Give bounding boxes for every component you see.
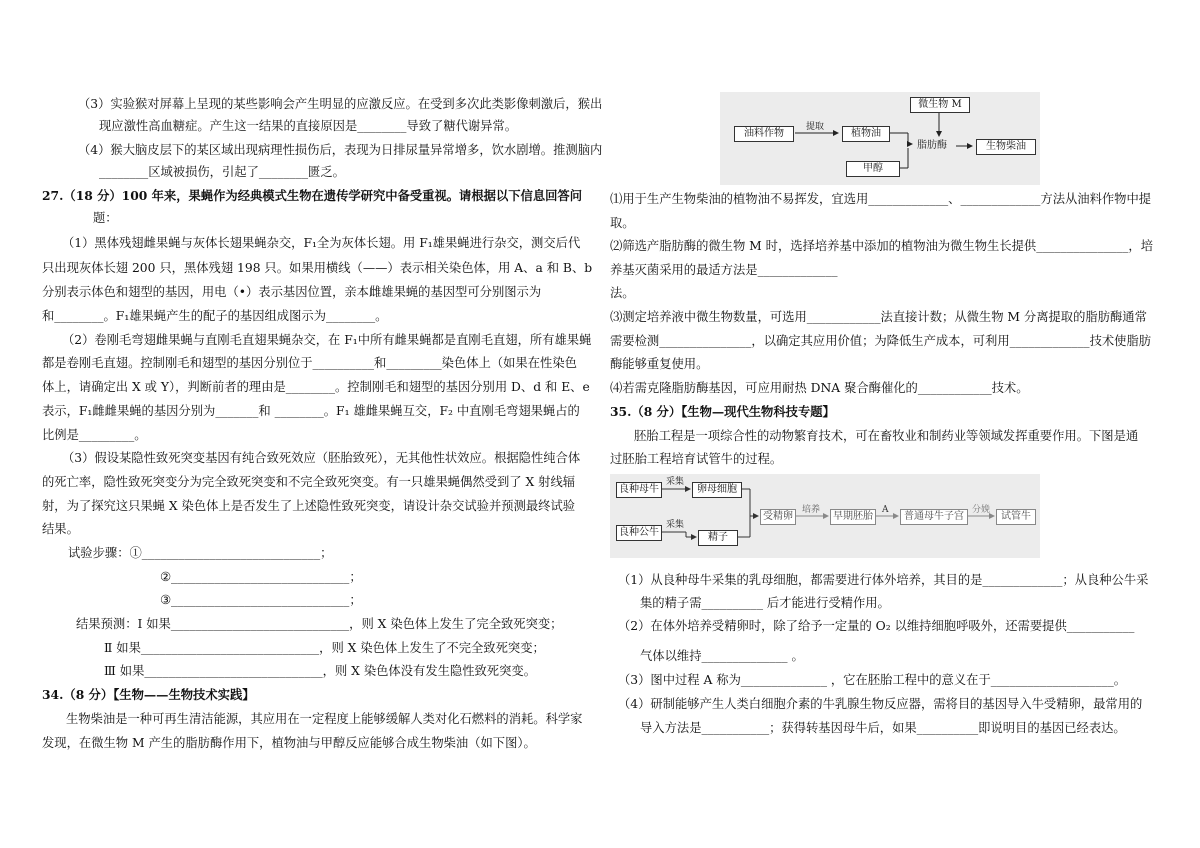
q27-heading-cont: 题： <box>93 211 118 225</box>
culture-label: 培养 <box>802 505 821 515</box>
q34-3-line2: 需要检测_______________，以确定其应用价值；为降低生产成本，可利用_____________技术使脂肪 <box>610 334 1152 348</box>
q34-1-line2: 取。 <box>610 216 635 230</box>
q27-1-line4: 和________。F₁雄果蝇产生的配子的基因组成图示为________。 <box>42 309 388 323</box>
q34-heading: 34.（8 分）【生物——生物技术实践】 <box>42 687 255 702</box>
surrogate-uterus-box: 普通母牛子宫 <box>900 509 968 525</box>
biodiesel-box: 生物柴油 <box>976 139 1036 155</box>
sperm-box: 精子 <box>698 530 738 546</box>
q34-3-line3: 酶能够重复使用。 <box>610 357 709 371</box>
q35-2-line1: （2）在体外培养受精卵时，除了给予一定量的 O₂ 以维持细胞呼吸外，还需要提供___________ <box>618 619 1135 633</box>
q27-3-line4: 结果。 <box>42 522 79 536</box>
oocyte-box: 卵母细胞 <box>692 482 742 498</box>
zygote-box: 受精卵 <box>760 509 796 525</box>
q34-2-line2: 养基灭菌采用的最适方法是_____________ <box>610 263 838 277</box>
q26-3-line2: 现应激性高血糖症。产生这一结果的直接原因是________导致了糖代谢异常。 <box>99 119 518 133</box>
q27-3-line2: 的死亡率，隐性致死突变分为完全致死突变和不完全致死突变。有一只雄果蝇偶然受到了 X 射线辐 <box>42 475 576 489</box>
q35-2-line2: 气体以维持______________ 。 <box>640 649 804 663</box>
q34-intro-line2: 发现，在微生物 M 产生的脂肪酶作用下，植物油与甲醇反应能够合成生物柴油（如下图）。 <box>42 736 536 750</box>
elite-bull-box: 良种公牛 <box>616 525 662 541</box>
q34-1-line1: ⑴用于生产生物柴油的植物油不易挥发，宜选用_____________、_____________方法从油料作物中提 <box>610 192 1152 206</box>
plant-oil-box: 植物油 <box>842 126 890 142</box>
q26-4-line1: （4）猴大脑皮层下的某区域出现病理性损伤后，表现为日排尿量异常增多，饮水剧增。推测脑内 <box>78 143 603 157</box>
q34-4-line1: ⑷若需克隆脂肪酶基因，可应用耐热 DNA 聚合酶催化的____________技术。 <box>610 381 1029 395</box>
lipase-label: 脂肪酶 <box>917 140 947 151</box>
result-prediction-2: Ⅱ 如果_____________________________，则 X 染色体上发生了不完全致死突变； <box>104 641 545 655</box>
result-prediction-1: 结果预测：Ⅰ 如果_____________________________，则 X 染色体上发生了完全致死突变； <box>76 617 563 631</box>
q35-heading: 35.（8 分）【生物—现代生物科技专题】 <box>610 404 835 419</box>
q27-2-line5: 比例是_________。 <box>42 428 147 442</box>
q35-4-line2: 导入方法是___________；获得转基因母牛后，如果__________即说明目的基因已经表达。 <box>640 721 1126 735</box>
q35-intro-line2: 过胚胎工程培育试管牛的过程。 <box>610 452 783 466</box>
q27-3-line1: （3）假设某隐性致死突变基因有纯合致死效应（胚胎致死），无其他性状效应。根据隐性纯合体 <box>62 451 581 465</box>
biodiesel-flow-diagram <box>720 92 1040 185</box>
q26-3-line1: （3）实验猴对屏幕上呈现的某些影响会产生明显的应激反应。在受到多次此类影像刺激后，猴出 <box>78 97 603 111</box>
q26-4-line2: ________区域被损伤，引起了________匮乏。 <box>99 165 345 179</box>
result-prediction-3: Ⅲ 如果_____________________________，则 X 染色体没有发生隐性致死突变。 <box>104 664 536 678</box>
experiment-step-2: ②_____________________________； <box>160 570 362 584</box>
q35-4-line1: （4）研制能够产生人类白细胞介素的牛乳腺生物反应器，需将目的基因导入牛受精卵，最常用的 <box>618 697 1143 711</box>
experiment-step-3: ③_____________________________； <box>160 593 362 607</box>
extract-label: 提取 <box>806 122 825 132</box>
q34-2-line3: 法。 <box>610 286 635 300</box>
birth-label: 分娩 <box>972 505 991 515</box>
methanol-box: 甲醇 <box>846 161 900 177</box>
q35-intro-line1: 胚胎工程是一项综合性的动物繁育技术，可在畜牧业和制药业等领域发挥重要作用。下图是通 <box>634 429 1139 443</box>
microbe-m-box: 微生物 M <box>910 97 970 113</box>
q27-1-line1: （1）黑体残翅雌果蝇与灰体长翅果蝇杂交，F₁全为灰体长翅。用 F₁雄果蝇进行杂交，测交后代 <box>62 236 581 250</box>
elite-cow-box: 良种母牛 <box>616 482 662 498</box>
embryo-engineering-diagram <box>610 474 1040 558</box>
q34-intro-line1: 生物柴油是一种可再生清洁能源，其应用在一定程度上能够缓解人类对化石燃料的消耗。科学家 <box>66 712 583 726</box>
q35-1-line2: 集的精子需__________ 后才能进行受精作用。 <box>640 596 890 610</box>
test-tube-calf-box: 试管牛 <box>996 509 1036 525</box>
q34-2-line1: ⑵筛选产脂肪酶的微生物 M 时，选择培养基中添加的植物油为微生物生长提供_______________，培 <box>610 239 1154 253</box>
q35-3-line1: （3）图中过程 A 称为______________ ，它在胚胎工程中的意义在于____________________。 <box>618 673 1127 687</box>
collect-label-2: 采集 <box>666 520 685 530</box>
q27-2-line3: 体上，请确定出 X 或 Y），判断前者的理由是________。控制刚毛和翅型的基因分别用 D、d 和 E、e <box>42 380 590 394</box>
q27-heading: 27.（18 分）100 年来，果蝇作为经典模式生物在遗传学研究中备受重视。请根据以下信息回答问 <box>42 188 583 203</box>
q27-2-line1: （2）卷刚毛弯翅雌果蝇与直刚毛直翅果蝇杂交，在 F₁中所有雌果蝇都是直刚毛直翅，所有雄果蝇 <box>62 333 592 347</box>
early-embryo-box: 早期胚胎 <box>830 509 876 525</box>
oil-crop-box: 油料作物 <box>734 126 794 142</box>
q27-1-line3: 分别表示体色和翅型的基因，用电（•）表示基因位置，亲本雌雄果蝇的基因型可分别图示为 <box>42 285 542 299</box>
q34-3-line1: ⑶测定培养液中微生物数量，可选用____________法直接计数；从微生物 M 分离提取的脂肪酶通常 <box>610 310 1147 324</box>
experiment-step-1: 试验步骤：①_____________________________； <box>68 546 333 560</box>
q27-1-line2: 只出现灰体长翅 200 只，黑体残翅 198 只。如果用横线（——）表示相关染色体，用 A、a 和 B、b <box>42 261 593 275</box>
q27-2-line4: 表示，F₁雌雌果蝇的基因分别为_______和 ________。F₁ 雄雌果蝇互交，F₂ 中直刚毛弯翅果蝇占的 <box>42 404 580 418</box>
q27-2-line2: 都是卷刚毛直翅。控制刚毛和翅型的基因分别位于__________和_________染色体上（如果在性染色 <box>42 356 577 370</box>
collect-label-1: 采集 <box>666 477 685 487</box>
q27-3-line3: 射，为了探究这只果蝇 X 染色体上是否发生了上述隐性致死突变，请设计杂交试验并预测最终试验 <box>42 499 576 513</box>
process-a-label: A <box>882 505 889 515</box>
q35-1-line1: （1）从良种母牛采集的乳母细胞，都需要进行体外培养，其目的是_____________；从良种公牛采 <box>618 573 1149 587</box>
